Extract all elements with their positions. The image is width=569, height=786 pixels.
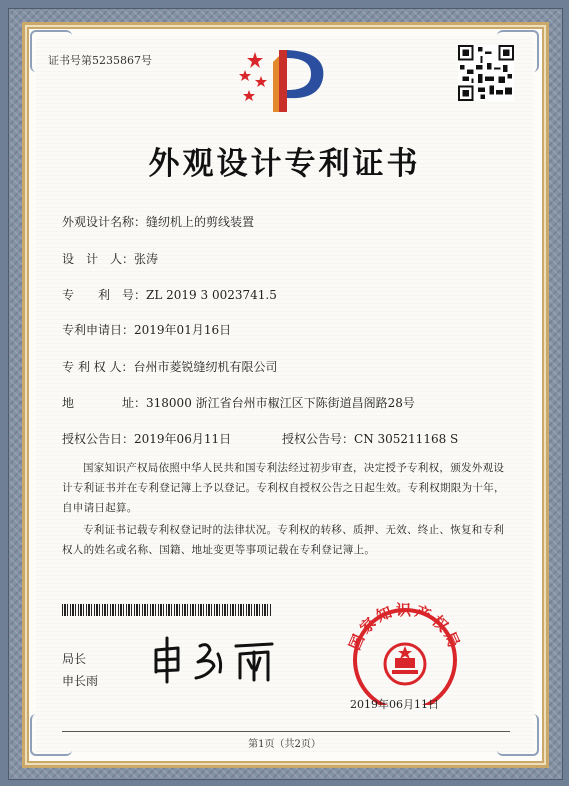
director-signature [148, 632, 298, 687]
patent-number-label: 专 利 号： [62, 288, 147, 302]
address-value: 318000 浙江省台州市椒江区下陈街道昌阁路28号 [146, 396, 415, 410]
seal-date: 2019年06月11日 [350, 698, 439, 711]
address-label: 地 址： [62, 396, 147, 410]
certificate-number: 证书号第5235867号 [48, 54, 152, 67]
page-number: 第1页（共2页） [248, 739, 321, 750]
director-name: 申长雨 [62, 674, 99, 688]
barcode [62, 604, 272, 616]
designer-value: 张涛 [134, 252, 159, 266]
filing-date-label: 专利申请日： [62, 323, 135, 337]
legal-status-paragraph: 专利证书记载专利权登记时的法律状况。专利权的转移、质押、无效、终止、恢复和专利权人的姓名或名称、国籍、地址变更等事项记载在专利登记簿上。 [62, 524, 505, 556]
address-row [62, 394, 415, 411]
grant-date-value: 2019年06月11日 [134, 432, 232, 446]
director-title: 局长 [62, 652, 87, 666]
national-emblem-icon [385, 644, 425, 684]
grant-number-label: 授权公告号： [282, 432, 355, 446]
page-title: 外观设计专利证书 [148, 146, 421, 182]
patentee-row [62, 358, 277, 375]
filing-date-row [62, 321, 231, 338]
seal-text: 国家知识产权局 [345, 601, 465, 653]
patentee-label: 专 利 权 人： [62, 360, 134, 374]
design-name-row [62, 213, 254, 230]
official-seal [340, 600, 470, 705]
designer-row [62, 250, 158, 267]
qr-code-icon [458, 45, 514, 101]
design-name-label: 外观设计名称： [62, 215, 147, 229]
patentee-value: 台州市菱锐缝纫机有限公司 [133, 360, 278, 374]
footer-divider [62, 731, 510, 732]
patent-number-row [62, 286, 277, 303]
patent-number-value: ZL 2019 3 0023741.5 [146, 288, 277, 302]
design-name-value: 缝纫机上的剪线装置 [146, 215, 255, 229]
grant-date-label: 授权公告日： [62, 432, 135, 446]
designer-label: 设 计 人： [62, 252, 135, 266]
cnipa-logo-icon [235, 42, 335, 117]
grant-number-row [282, 430, 458, 447]
grant-date-row [62, 430, 231, 447]
filing-date-value: 2019年01月16日 [134, 323, 232, 337]
grant-number-value: CN 305211168 S [354, 432, 459, 446]
grant-statement-paragraph: 国家知识产权局依照中华人民共和国专利法经过初步审查，决定授予专利权，颁发外观设计专利证书并在专利登记簿上予以登记。专利权自授权公告之日起生效。专利权期限为十年，自申请日起算。 [62, 462, 505, 514]
